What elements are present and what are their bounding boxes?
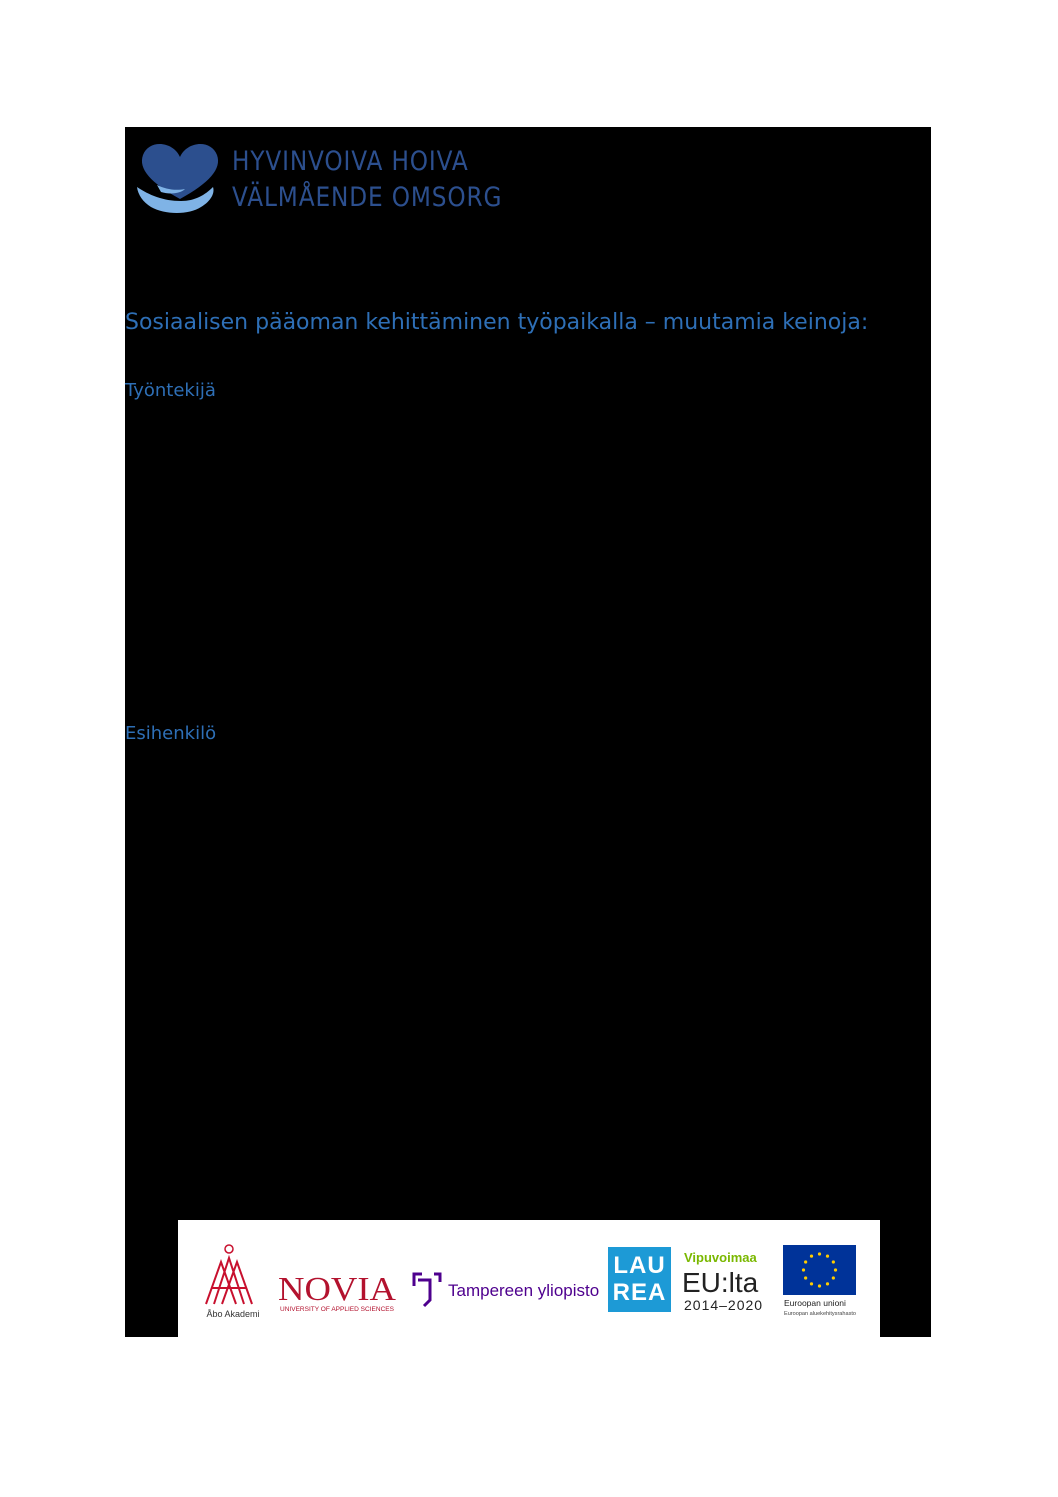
eu-star: [810, 1282, 813, 1285]
eu-star: [804, 1260, 807, 1263]
project-logo: [135, 135, 535, 217]
project-name-fi: HYVINVOIVA HOIVA: [232, 146, 469, 177]
novia-logo: [278, 1270, 398, 1315]
eu-star: [826, 1282, 829, 1285]
section-employee: Työntekijä: [125, 380, 216, 401]
novia-tagline: UNIVERSITY OF APPLIED SCIENCES: [280, 1306, 395, 1313]
eu-flag-logo: [783, 1245, 858, 1320]
laurea-line2: REA: [612, 1279, 667, 1306]
eu-star: [818, 1284, 821, 1287]
document-page: [125, 127, 931, 1337]
laurea-line1: LAU: [613, 1252, 666, 1279]
vipuvoimaa-line2: EU:lta: [682, 1267, 759, 1298]
tampere-name: Tampereen yliopisto: [448, 1281, 600, 1300]
vipuvoimaa-logo: [682, 1248, 774, 1318]
abo-akademi-logo: [202, 1242, 264, 1320]
eu-star: [810, 1255, 813, 1258]
eu-star: [804, 1276, 807, 1279]
eu-star: [832, 1260, 835, 1263]
eu-star: [826, 1255, 829, 1258]
eu-star: [802, 1268, 805, 1271]
vipuvoimaa-line1: Vipuvoimaa: [684, 1250, 757, 1265]
novia-name: NOVIA: [278, 1271, 397, 1308]
partner-logos: [178, 1220, 880, 1337]
eu-star: [832, 1276, 835, 1279]
heart-hands-icon: [135, 135, 225, 217]
eu-name: Euroopan unioni: [784, 1298, 846, 1308]
eu-star: [818, 1252, 821, 1255]
section-supervisor: Esihenkilö: [125, 723, 217, 744]
tampere-university-logo: [408, 1264, 603, 1312]
document-title: Sosiaalisen pääoman kehittäminen työpaikalla – muutamia keinoja:: [125, 310, 869, 335]
vipuvoimaa-line3: 2014–2020: [684, 1297, 764, 1313]
eu-subtitle: Euroopan aluekehitysrahasto: [784, 1311, 857, 1317]
abo-akademi-text: Åbo Akademi: [206, 1309, 260, 1319]
project-name-sv: VÄLMÅENDE OMSORG: [232, 182, 503, 213]
laurea-logo: [608, 1247, 671, 1312]
eu-star: [834, 1268, 837, 1271]
